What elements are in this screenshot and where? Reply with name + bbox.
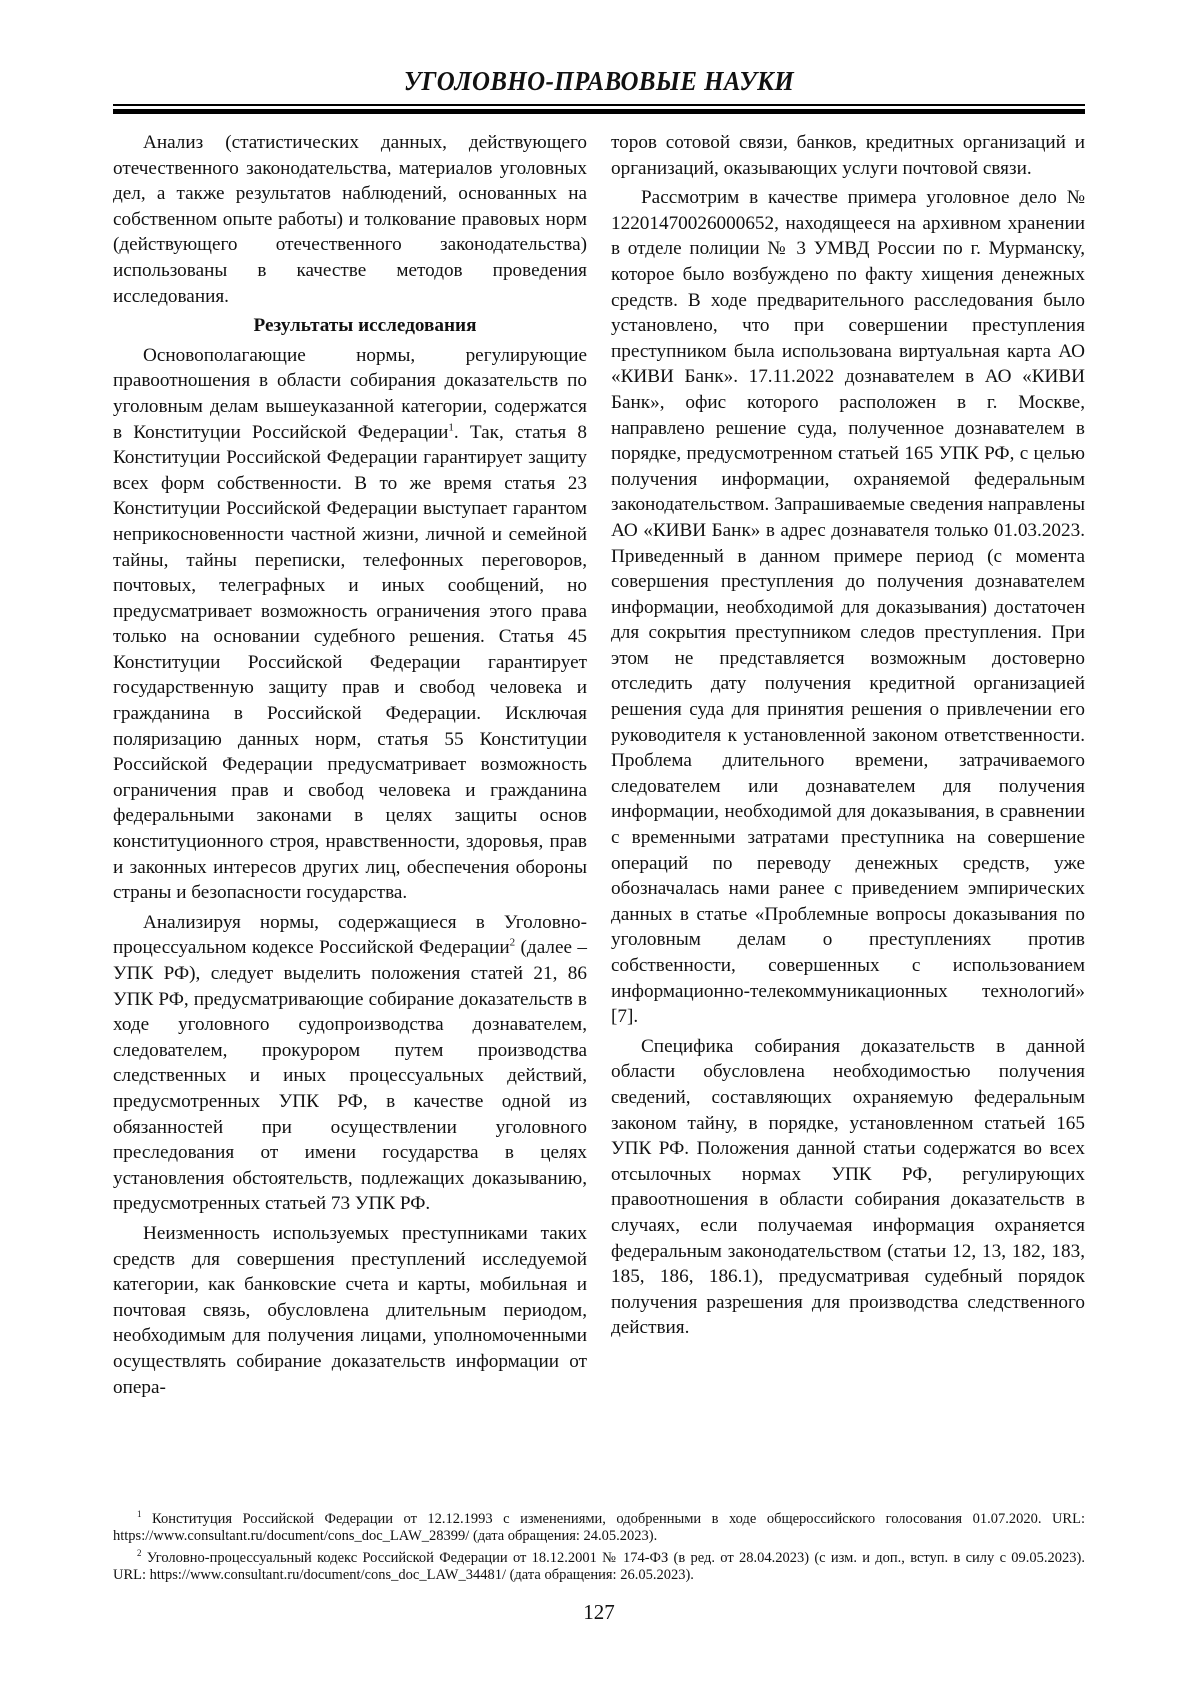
left-column <box>113 130 587 1404</box>
two-column-body <box>113 130 1085 1404</box>
footnotes <box>113 1511 1085 1589</box>
paragraph-upk <box>113 910 587 1217</box>
footnote-1 <box>113 1511 1085 1545</box>
header-rule-thick <box>113 109 1085 114</box>
running-head-title: УГОЛОВНО-ПРАВОВЫЕ НАУКИ <box>403 66 795 96</box>
footnote-marker: 1 <box>137 1509 142 1520</box>
footnote-marker: 2 <box>137 1548 142 1559</box>
paragraph-immutability: Неизменность используемых преступниками таких средств для совершения преступлений исследуемой категории, как банковские счета и карты, мобильная и почтовая связь, обусловлена длительным периодом, необходимым для получения лицами, уполномоченными осуществлять собирание доказательств информации от опера- <box>113 1222 587 1398</box>
section-heading-results: Результаты исследования <box>253 315 477 337</box>
paragraph-constitution <box>113 343 587 906</box>
header-rule-thin <box>113 104 1085 106</box>
paragraph-text: Анализируя нормы, содержащиеся в Уголовно-процессуальном кодексе Российской Федерации <box>113 911 587 959</box>
paragraph-case-example: Рассмотрим в качестве примера уголовное дело № 12201470026000652, находящееся на архивном хранении в отделе полиции № 3 УМВД России по г. Мурманску, которое было возбуждено по факту хищения денежных средств. В ходе предварительного расследования было установлено, что при совершении преступления преступником была использована виртуальная карта АО «КИВИ Банк». 17.11.2022 дознавателем в АО «КИВИ Банк», офис которого расположен в г. Москве, направлено решение суда, полученное дознавателем в порядке, предусмотренном статьей 165 УПК РФ, с целью получения информации, охраняемой федеральным законодательством. Запрашиваемые сведения направлены АО «КИВИ Банк» в адрес дознавателя только 01.03.2023. Приведенный в данном примере период (с момента совершения преступления до получения дознавателем информации, необходимой для доказывания) достаточен для сокрытия преступником следов преступления. При этом не представляется возможным достоверно отследить дату получения кредитной организацией решения суда для принятия решения о привлечении его руководителя к установленной законом ответственности. Проблема длительного времени, затрачиваемого следователем или дознавателем для получения информации, необходимой для доказывания, в сравнении с временными затратами преступника на совершение операций по переводу денежных средств, уже обозначалась нами ранее с приведением эмпирических данных в статье «Проблемные вопросы доказывания по уголовным делам о преступлениях против собственности, совершенных с использованием информационно-телекоммуникационных технологий» [7]. <box>611 187 1085 1028</box>
paragraph-text: . Так, статья 8 Конституции Российской Федерации гарантирует защиту всех форм собственности. В то же время статья 23 Конституции Российской Федерации выступает гарантом неприкосновенности частной жизни, личной и семейной тайны, тайны переписки, телефонных переговоров, почтовых, телеграфных и иных сообщений, но предусматривает возможность ограничения этого права только на основании судебного решения. Статья 45 Конституции Российской Федерации гарантирует государственную защиту прав и свобод человека и гражданина в Российской Федерации. Исключая поляризацию данных норм, статья 55 Конституции Российской Федерации предусматривает возможность ограничения прав и свобод человека и гражданина федеральными законами в целях защиты основ конституционного строя, нравственности, здоровья, прав и законных интересов других лиц, обеспечения обороны страны и безопасности государства. <box>113 421 587 904</box>
page-number: 127 <box>583 1600 615 1624</box>
paragraph-text: (далее – УПК РФ), следует выделить положения статей 21, 86 УПК РФ, предусматривающие собирание доказательств в ходе уголовного судопроизводства дознавателем, следователем, прокурором путем производства следственных и иных процессуальных действий, предусмотренных УПК РФ, в качестве одной из обязанностей при осуществлении уголовного преследования от имени государства в целях установления обстоятельств, подлежащих доказыванию, предусмотренных статьей 73 УПК РФ. <box>113 937 587 1215</box>
paragraph-continuation: торов сотовой связи, банков, кредитных организаций и организаций, оказывающих услуги почтовой связи. <box>611 132 1085 179</box>
paragraph-methods: Анализ (статистических данных, действующего отечественного законодательства, материалов уголовных дел, а также результатов наблюдений, основанных на собственном опыте работы) и толкование правовых норм (действующего отечественного законодательства) использованы в качестве методов проведения исследования. <box>113 132 587 307</box>
footnote-ref-1[interactable]: 1 <box>448 421 454 434</box>
paragraph-specifics: Специфика собирания доказательств в данной области обусловлена необходимостью получения сведений, составляющих охраняемую федеральным законом тайну, в порядке, установленном статьей 165 УПК РФ. Положения данной статьи содержатся во всех отсылочных нормах УПК РФ, регулирующих правоотношения в области собирания доказательств в случаях, если получаемая информация охраняется федеральным законодательством (статьи 12, 13, 182, 183, 185, 186, 186.1), предусматривая судебный порядок получения разрешения для производства следственного действия. <box>611 1035 1085 1339</box>
right-column <box>611 130 1085 1404</box>
footnote-2 <box>113 1550 1085 1584</box>
paragraph-text: Основополагающие нормы, регулирующие правоотношения в области собирания доказательств по уголовным делам вышеуказанной категории, содержатся в Конституции Российской Федерации <box>113 344 587 443</box>
footnote-text: Конституция Российской Федерации от 12.12.1993 с изменениями, одобренными в ходе общероссийского голосования 01.07.2020. URL: https://www.consultant.ru/document/cons_doc_LAW_28399/ (дата обращения: 24.05.2023). <box>113 1511 1085 1544</box>
footnote-ref-2[interactable]: 2 <box>509 937 516 950</box>
footnote-text: Уголовно-процессуальный кодекс Российской Федерации от 18.12.2001 № 174-ФЗ (в ред. от 28.04.2023) (с изм. и доп., вступ. в силу с 09.05.2023). URL: https://www.consultant.ru/document/cons_doc_LAW_34481/ (дата обращения: 26.05.2023). <box>113 1550 1085 1583</box>
